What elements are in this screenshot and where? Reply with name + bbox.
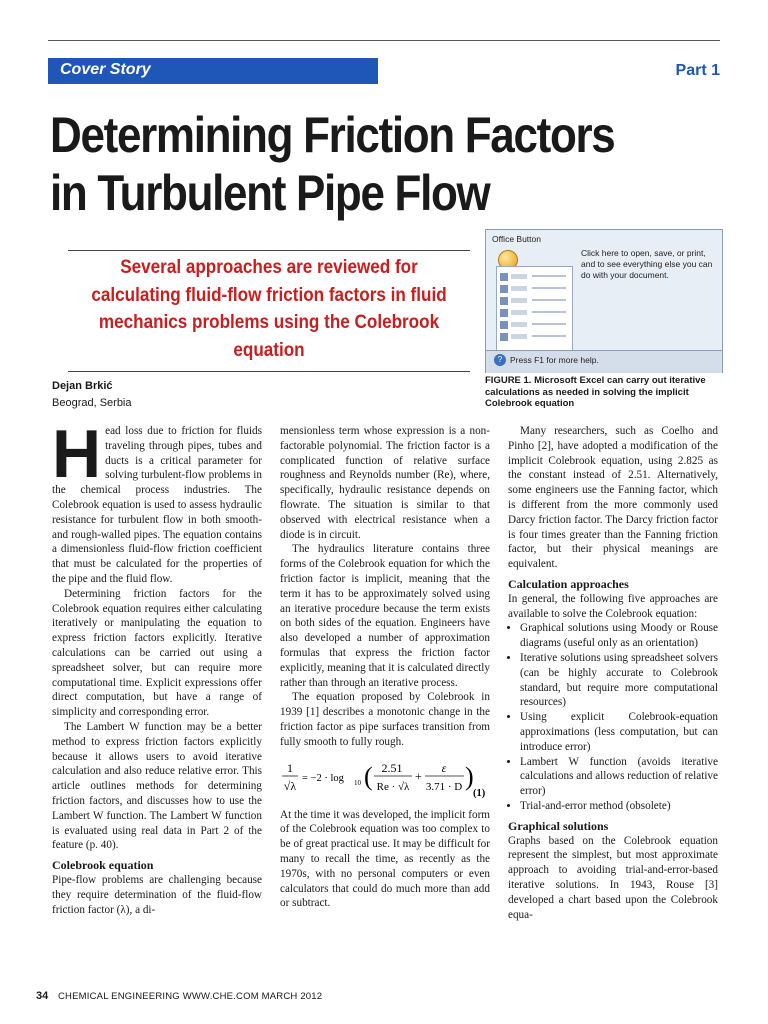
- paragraph: Head loss due to friction for fluids traveling through pipes, tubes and ducts is a critical parameter for solving turbulent-flow problems in the chemical process industries. The Colebrook equation is used to assess hydraulic resistance for turbulent flow in both smooth- and rough-walled pipes. The equation contains a dimensionless fluid-flow friction coefficient that must be calculated for the properties of the pipe and the fluid flow.: [52, 416, 262, 585]
- top-rule: [48, 40, 720, 41]
- screenshot-tooltip: Click here to open, save, or print, and to see everything else you can do with your document.: [581, 248, 713, 280]
- office-menu-thumbnail: [496, 266, 573, 352]
- paragraph: The Lambert W function may be a better method to express friction factors explicitly because it allows users to avoid iterative calculation and also reduce relative error. This article outlines methods for determining friction factors, and discusses how to use the Lambert W function. The Lambert W function is evaluated using real data in Part 2 of the feature (p. 40).: [52, 720, 262, 852]
- paragraph: The equation proposed by Colebrook in 1939 [1] describes a monotonic change in the friction factor as pipe surfaces transition from fully smooth to fully rough.: [280, 691, 490, 748]
- body-column-3: [508, 424, 718, 922]
- eq-coef: = −2 · log: [302, 772, 344, 784]
- colebrook-equation: [280, 758, 490, 798]
- eq-t2-num: ε: [441, 760, 447, 775]
- article-title: [50, 106, 648, 222]
- part-label: Part 1: [675, 62, 720, 79]
- caption-text: Microsoft Excel can carry out iterative calculations as needed in solving the implicit Colebrook equation: [485, 375, 706, 409]
- author-name: Dejan Brkić: [52, 380, 113, 392]
- list-item: • Iterative solutions using spreadsheet solvers (can be highly accurate to Colebrook standard, but require more computational resources): [520, 651, 718, 710]
- section-label: Cover Story: [60, 61, 151, 78]
- deck-top-rule: [68, 250, 470, 251]
- figure-caption: [485, 375, 729, 410]
- body-column-1: [52, 416, 262, 917]
- author-affiliation: Beograd, Serbia: [52, 397, 132, 409]
- section-heading: Calculation approaches: [508, 576, 629, 591]
- eq-paren-close: ): [465, 761, 474, 791]
- paragraph: Determining friction factors for the Colebrook equation requires either calculating iteratively or manipulating the equation to express friction factors explicitly. Iterative calculations can be carried out using a spreadsheet solver, but can require more computational time. Explicit expressions offer direct computation, but have a range of simplicity and corresponding error.: [52, 587, 262, 719]
- equation-graphic: [280, 758, 490, 798]
- help-icon: ?: [494, 354, 506, 366]
- screenshot-help-text: Press F1 for more help.: [510, 355, 599, 365]
- paragraph: At the time it was developed, the implicit form of the Colebrook equation was too complex to be of great practical use. It may be difficult for many to recall the time, as recently as the 1970s, with no personal computers or even calculators that could do much more than add or subtract.: [280, 808, 490, 910]
- paragraph: Many researchers, such as Coelho and Pinho [2], have adopted a modification of the implicit Colebrook equation, using 2.825 as the constant instead of 2.51. Alternatively, some engineers use the Fanning factor, which is different from the more commonly used Darcy friction factor. The Darcy friction factor is four times greater than the Fanning friction factor, but their physical meanings are equivalent.: [508, 425, 718, 571]
- deck-bottom-rule: [68, 371, 470, 372]
- list-item: • Lambert W function (avoids iterative calculations and allows reduction of relative error): [520, 755, 718, 799]
- eq-log-base: 10: [354, 778, 361, 787]
- paragraph: Pipe-flow problems are challenging because they require determination of the fluid-flow friction factor (λ), a di-: [52, 873, 262, 916]
- eq-lhs-den: √λ: [283, 778, 297, 793]
- drop-cap: H: [52, 416, 102, 492]
- paragraph: The hydraulics literature contains three forms of the Colebrook equation for which the friction factor is implicit, meaning that the term it has to be approximately solved using an iterative procedure because the term exists on both sides of the equation. Engineers have also developed a number of approximation formulas that express the friction factor explicitly, meaning that it is calculated directly rather than through an iterative process.: [280, 543, 490, 689]
- list-item: • Graphical solutions using Moody or Rouse diagrams (useful only as an orientation): [520, 621, 718, 651]
- eq-plus: +: [415, 768, 422, 783]
- list-item: • Using explicit Colebrook-equation approximations (less computation, but can introduce error): [520, 710, 718, 754]
- paragraph: Graphs based on the Colebrook equation represent the simplest, but most approximate approach to avoiding trial-and-error-based iterative solutions. In 1943, Rouse [3] developed a chart based upon the Colebrook equa-: [508, 834, 718, 921]
- paragraph: In general, the following five approaches are available to solve the Colebrook equation:: [508, 592, 718, 620]
- article-deck: Several approaches are reviewed for calculating fluid-flow friction factors in fluid mechanics problems using the Colebrook equation: [91, 257, 447, 361]
- page-number: 34: [36, 990, 49, 1002]
- section-heading: Colebrook equation: [52, 858, 154, 873]
- section-heading: Graphical solutions: [508, 818, 609, 833]
- figure-screenshot: [485, 229, 723, 373]
- eq-t2-den: 3.71 · D: [425, 780, 463, 793]
- eq-paren-open: (: [364, 761, 373, 791]
- paragraph: mensionless term whose expression is a non-factorable polynomial. The friction factor is a complicated function of relative surface roughness and Reynolds number (Re), where, specifically, hydraulic resistance depends on flowrate. The situation is similar to that observed with electrical resistance when a diode is in circuit.: [280, 425, 490, 541]
- title-line-1: Determining Friction Factors: [50, 107, 615, 163]
- running-footer: CHEMICAL ENGINEERING WWW.CHE.COM MARCH 2012: [58, 991, 323, 1002]
- eq-number: (1): [473, 787, 486, 798]
- body-column-2: [280, 424, 490, 911]
- screenshot-header: Office Button: [492, 234, 541, 244]
- title-line-2: in Turbulent Pipe Flow: [50, 165, 490, 221]
- eq-t1-num: 2.51: [381, 760, 403, 775]
- eq-t1-den: Re · √λ: [376, 780, 410, 793]
- eq-lhs-num: 1: [287, 760, 293, 775]
- approach-list: [508, 621, 718, 813]
- caption-label: FIGURE 1.: [485, 375, 532, 386]
- list-item: • Trial-and-error method (obsolete): [520, 799, 718, 814]
